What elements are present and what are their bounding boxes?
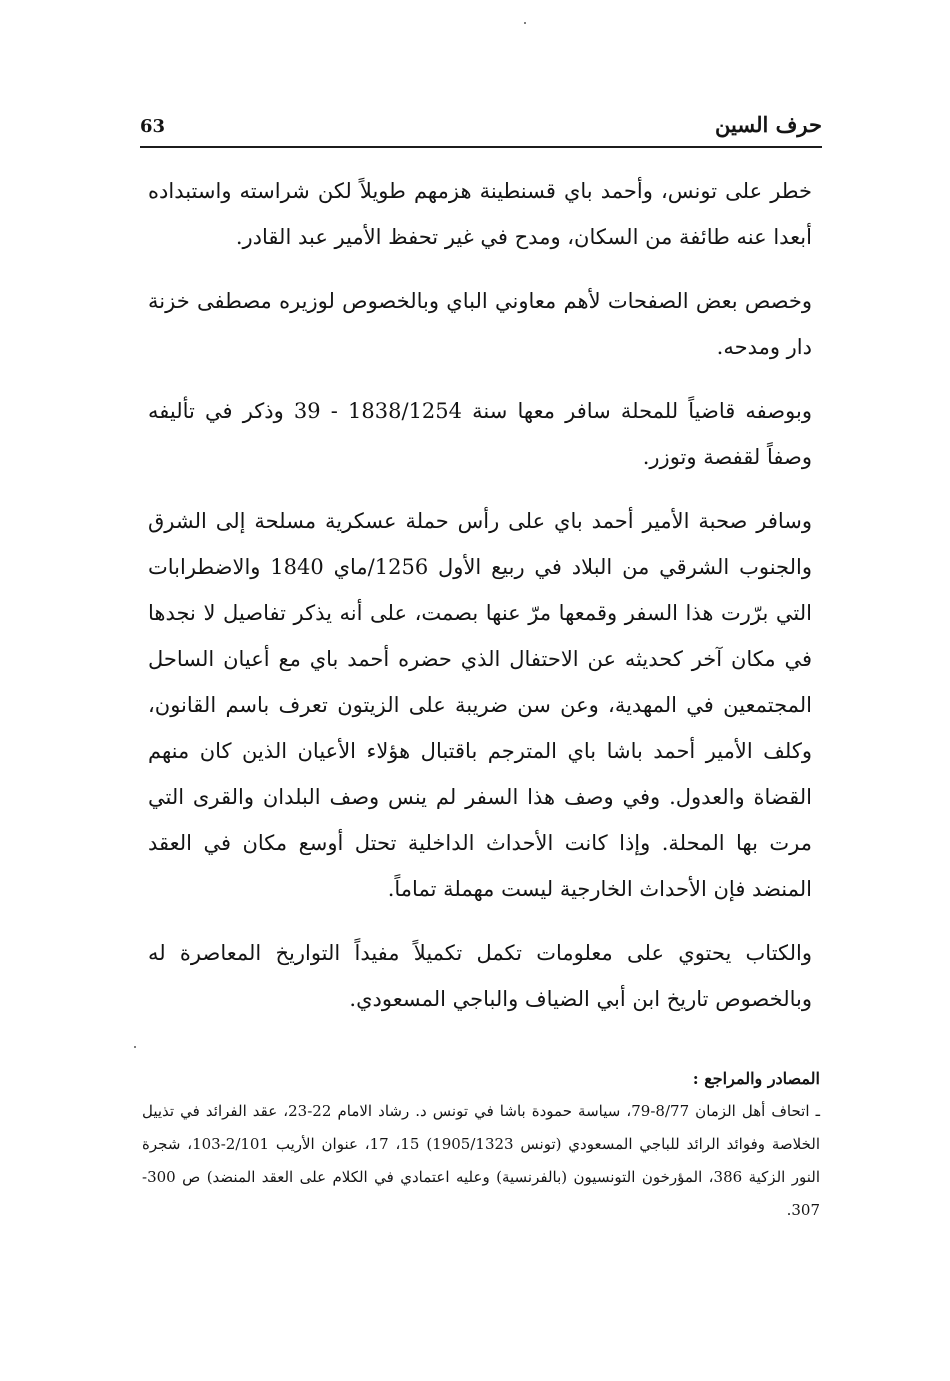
paragraph: والكتاب يحتوي على معلومات تكمل تكميلاً مفيداً التواريخ المعاصرة له وبالخصوص تاريخ ابن أبي الضياف والباجي المسعودي. [148, 941, 812, 1011]
paragraph: وخصص بعض الصفحات لأهم معاوني الباي وبالخصوص لوزيره مصطفى خزنة دار ومدحه. [148, 289, 812, 359]
paragraph: خطر على تونس، وأحمد باي قسنطينة هزمهم طويلاً لكن شراسته واستبداده أبعدا عنه طائفة من السكان، ومدح في غير تحفظ الأمير عبد القادر. [148, 179, 812, 249]
chapter-title: حرف السين [715, 112, 822, 137]
scan-speck [524, 22, 526, 24]
page-number: 63 [140, 116, 166, 137]
page-header [140, 112, 822, 148]
scan-speck [134, 1046, 136, 1048]
sources-text: ـ اتحاف أهل الزمان 8/77-79، سياسة حمودة باشا في تونس د. رشاد الامام 22-23، عقد الفرائد في تذييل الخلاصة وفوائد الرائد للباجي المسعودي (تونس 1905/1323) 15، 17، عنوان الأريب 2/101-103، شجرة النور الزكية 386، المؤرخون التونسيون (بالفرنسية) وعليه اعتمادي في الكلام على العقد المنضد) ص 300-307. [142, 1102, 820, 1219]
paragraph: وبوصفه قاضياً للمحلة سافر معها سنة 1838/1254 - 39 وذكر في تأليفه وصفاً لقفصة وتوزر. [148, 399, 812, 469]
sources-section [142, 1062, 820, 1227]
paragraph: وسافر صحبة الأمير أحمد باي على رأس حملة عسكرية مسلحة إلى الشرق والجنوب الشرقي من البلاد في ربيع الأول 1256/ماي 1840 والاضطرابات التي برّرت هذا السفر وقمعها مرّ عنها بصمت، على أنه يذكر تفاصيل لا نجدها في مكان آخر كحديثه عن الاحتفال الذي حضره أحمد باي مع أعيان الساحل المجتمعين في المهدية، وعن سن ضريبة على الزيتون تعرف باسم القانون، وكلف الأمير أحمد باشا باي المترجم باقتبال هؤلاء الأعيان الذين كان منهم القضاة والعدول. وفي وصف هذا السفر لم ينس وصف البلدان والقرى التي مرت بها المحلة. وإذا كانت الأحداث الداخلية تحتل أوسع مكان في العقد المنضد فإن الأحداث الخارجية ليست مهملة تماماً. [148, 509, 812, 901]
main-text [148, 168, 812, 1040]
sources-title: المصادر والمراجع : [692, 1069, 820, 1088]
